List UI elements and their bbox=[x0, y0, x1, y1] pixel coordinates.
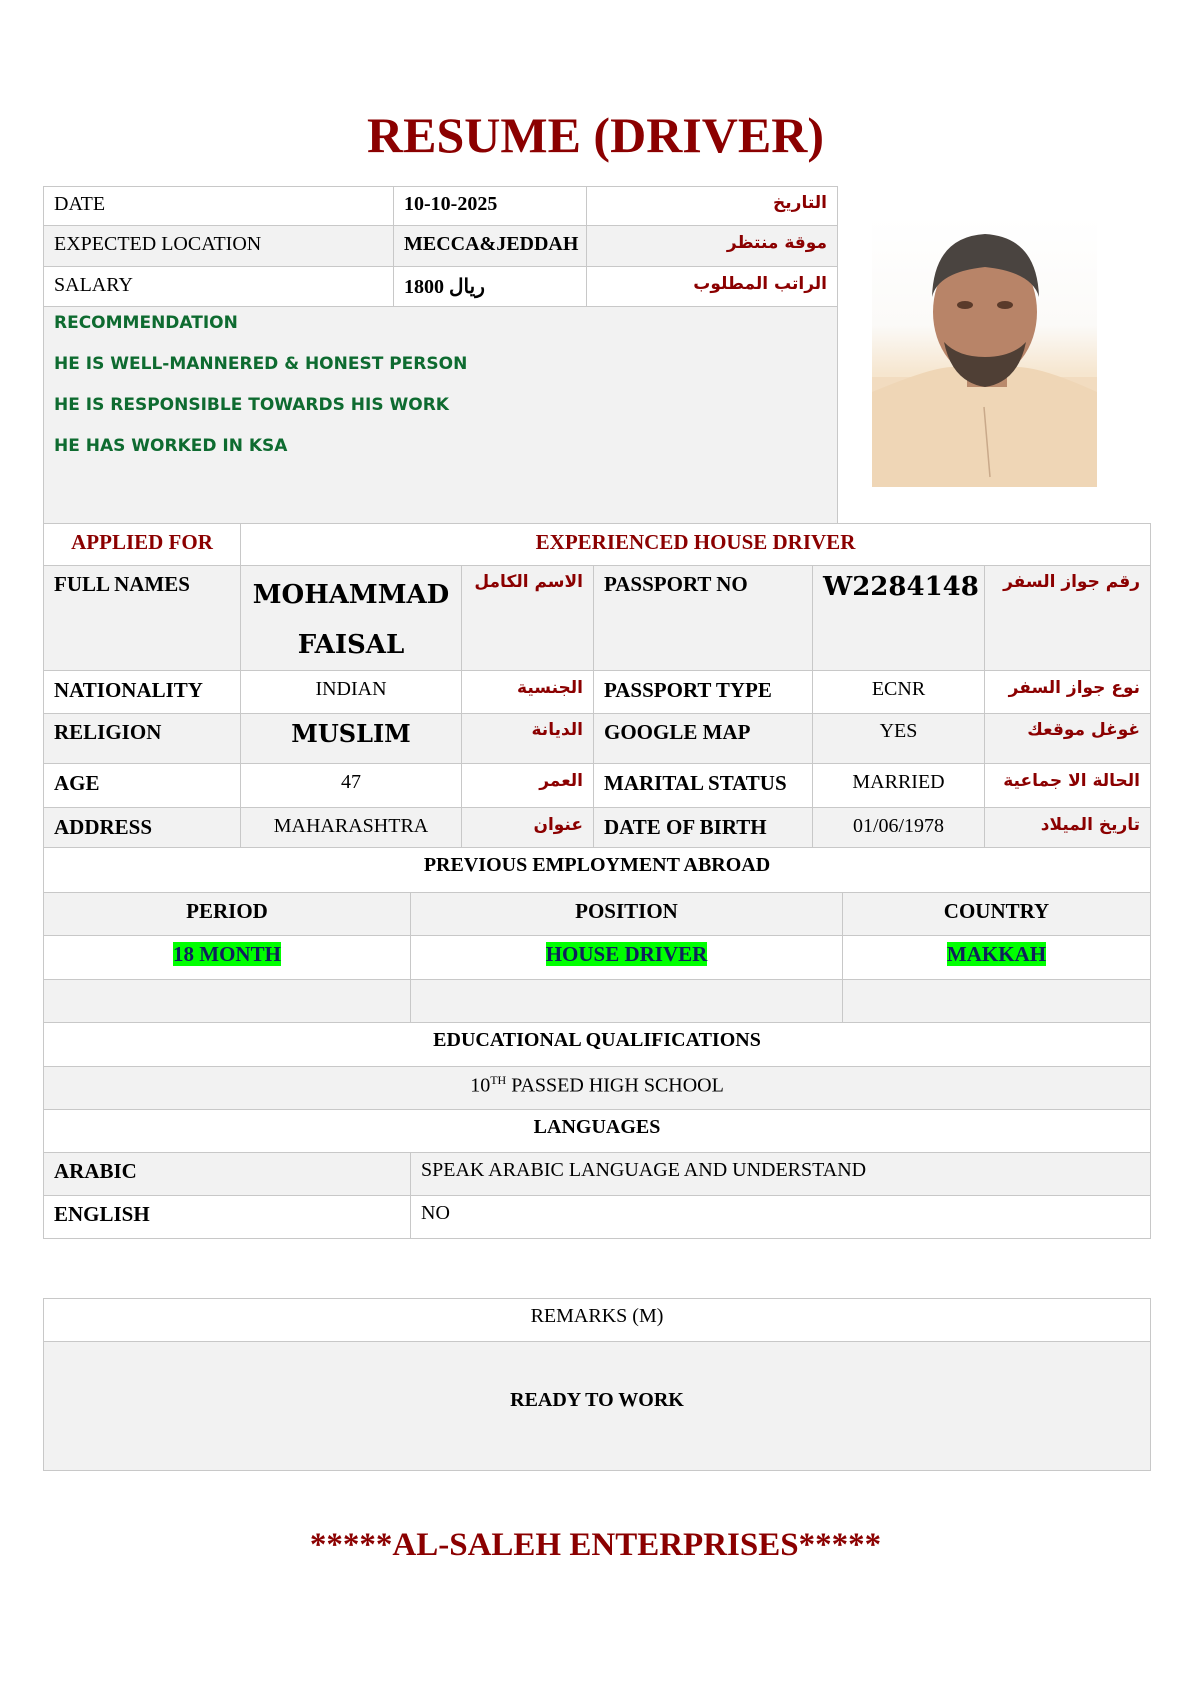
details-row bbox=[44, 764, 1151, 808]
remarks-heading: REMARKS (M) bbox=[44, 1299, 1151, 1342]
date-of-birth-label: DATE OF BIRTH bbox=[594, 808, 813, 851]
language-name: ENGLISH bbox=[44, 1196, 411, 1239]
expected-location-arabic-label: موقة منتظر bbox=[587, 226, 838, 267]
date-value: 10-10-2025 bbox=[394, 187, 587, 226]
education-heading: EDUCATIONAL QUALIFICATIONS bbox=[44, 1023, 1151, 1067]
google-map-arabic-label: غوغل موقعك bbox=[985, 714, 1151, 764]
full-names-arabic-label: الاسم الكامل bbox=[462, 566, 594, 671]
salary-label: SALARY bbox=[44, 267, 394, 307]
page-title: RESUME (DRIVER) bbox=[367, 107, 824, 163]
column-header-position: POSITION bbox=[411, 893, 843, 936]
details-row bbox=[44, 671, 1151, 714]
languages-heading-row bbox=[44, 1110, 1151, 1153]
education-value-sup: TH bbox=[490, 1073, 507, 1087]
remarks-heading-row bbox=[44, 1299, 1151, 1342]
salary-value: 1800 ريال bbox=[394, 267, 587, 307]
applied-for-value: EXPERIENCED HOUSE DRIVER bbox=[241, 524, 1151, 566]
marital-status-value: MARRIED bbox=[813, 764, 985, 808]
expected-location-value: MECCA&JEDDAH bbox=[394, 226, 587, 267]
expected-location-label: EXPECTED LOCATION bbox=[44, 226, 394, 267]
empty-cell bbox=[843, 980, 1151, 1023]
date-label: DATE bbox=[44, 187, 394, 226]
applied-for-label: APPLIED FOR bbox=[44, 524, 241, 566]
empty-cell bbox=[44, 980, 411, 1023]
column-header-period: PERIOD bbox=[44, 893, 411, 936]
address-label: ADDRESS bbox=[44, 808, 241, 851]
full-names-label: FULL NAMES bbox=[44, 566, 241, 671]
language-row bbox=[44, 1196, 1151, 1239]
applied-for-row bbox=[44, 524, 1151, 566]
remarks-body-row bbox=[44, 1342, 1151, 1471]
row-recommendation bbox=[44, 307, 838, 524]
empty-cell bbox=[411, 980, 843, 1023]
employment-position: HOUSE DRIVER bbox=[545, 942, 708, 966]
employment-heading-row bbox=[44, 848, 1151, 893]
age-label: AGE bbox=[44, 764, 241, 808]
details-table bbox=[43, 523, 1151, 851]
religion-value: MUSLIM bbox=[241, 714, 462, 764]
education-value-prefix: 10 bbox=[470, 1074, 491, 1097]
education-heading-row bbox=[44, 1023, 1151, 1067]
details-row bbox=[44, 714, 1151, 764]
nationality-arabic-label: الجنسية bbox=[462, 671, 594, 714]
address-value: MAHARASHTRA bbox=[241, 808, 462, 851]
religion-label: RELIGION bbox=[44, 714, 241, 764]
date-of-birth-value: 01/06/1978 bbox=[813, 808, 985, 851]
company-footer: *****AL-SALEH ENTERPRISES***** bbox=[309, 1527, 882, 1563]
recommendation-line: HE IS RESPONSIBLE TOWARDS HIS WORK bbox=[54, 395, 449, 415]
marital-status-label: MARITAL STATUS bbox=[594, 764, 813, 808]
marital-status-arabic-label: الحالة الا جماعية bbox=[985, 764, 1151, 808]
nationality-label: NATIONALITY bbox=[44, 671, 241, 714]
employment-header-row bbox=[44, 893, 1151, 936]
applicant-photo bbox=[872, 217, 1097, 487]
details-row bbox=[44, 566, 1151, 671]
row-expected-location bbox=[44, 226, 838, 267]
passport-type-label: PASSPORT TYPE bbox=[594, 671, 813, 714]
language-level: NO bbox=[411, 1196, 1151, 1239]
recommendation-heading: RECOMMENDATION bbox=[54, 313, 238, 333]
language-name: ARABIC bbox=[44, 1153, 411, 1196]
age-value: 47 bbox=[241, 764, 462, 808]
date-of-birth-arabic-label: تاريخ الميلاد bbox=[985, 808, 1151, 851]
remarks-table bbox=[43, 1298, 1151, 1471]
age-arabic-label: العمر bbox=[462, 764, 594, 808]
google-map-value: YES bbox=[813, 714, 985, 764]
employment-period-cell bbox=[44, 936, 411, 980]
language-row bbox=[44, 1153, 1151, 1196]
passport-no-label: PASSPORT NO bbox=[594, 566, 813, 671]
education-value bbox=[44, 1067, 1151, 1110]
row-salary bbox=[44, 267, 838, 307]
employment-country: MAKKAH bbox=[946, 942, 1047, 966]
person-photo-icon bbox=[872, 217, 1097, 487]
top-info-table bbox=[43, 186, 838, 524]
employment-heading: PREVIOUS EMPLOYMENT ABROAD bbox=[44, 848, 1151, 893]
date-arabic-label: التاريخ bbox=[587, 187, 838, 226]
passport-type-value: ECNR bbox=[813, 671, 985, 714]
nationality-value: INDIAN bbox=[241, 671, 462, 714]
google-map-label: GOOGLE MAP bbox=[594, 714, 813, 764]
employment-period: 18 MONTH bbox=[173, 942, 281, 966]
language-level: SPEAK ARABIC LANGUAGE AND UNDERSTAND bbox=[411, 1153, 1151, 1196]
recommendation-cell bbox=[44, 307, 838, 524]
employment-row bbox=[44, 936, 1151, 980]
row-date bbox=[44, 187, 838, 226]
passport-type-arabic-label: نوع جواز السفر bbox=[985, 671, 1151, 714]
religion-arabic-label: الديانة bbox=[462, 714, 594, 764]
languages-heading: LANGUAGES bbox=[44, 1110, 1151, 1153]
employment-empty-row bbox=[44, 980, 1151, 1023]
education-row bbox=[44, 1067, 1151, 1110]
address-arabic-label: عنوان bbox=[462, 808, 594, 851]
details-row bbox=[44, 808, 1151, 851]
recommendation-line: HE HAS WORKED IN KSA bbox=[54, 436, 288, 456]
education-value-suffix: PASSED HIGH SCHOOL bbox=[506, 1074, 724, 1097]
recommendation-line: HE IS WELL-MANNERED & HONEST PERSON bbox=[54, 354, 468, 374]
full-names-value: MOHAMMAD FAISAL bbox=[241, 566, 462, 671]
column-header-country: COUNTRY bbox=[843, 893, 1151, 936]
employment-table bbox=[43, 847, 1151, 1239]
salary-arabic-label: الراتب المطلوب bbox=[587, 267, 838, 307]
employment-position-cell bbox=[411, 936, 843, 980]
employment-country-cell bbox=[843, 936, 1151, 980]
passport-no-value: W2284148 bbox=[813, 566, 985, 671]
passport-no-arabic-label: رقم جواز السفر bbox=[985, 566, 1151, 671]
remarks-value: READY TO WORK bbox=[44, 1342, 1151, 1471]
